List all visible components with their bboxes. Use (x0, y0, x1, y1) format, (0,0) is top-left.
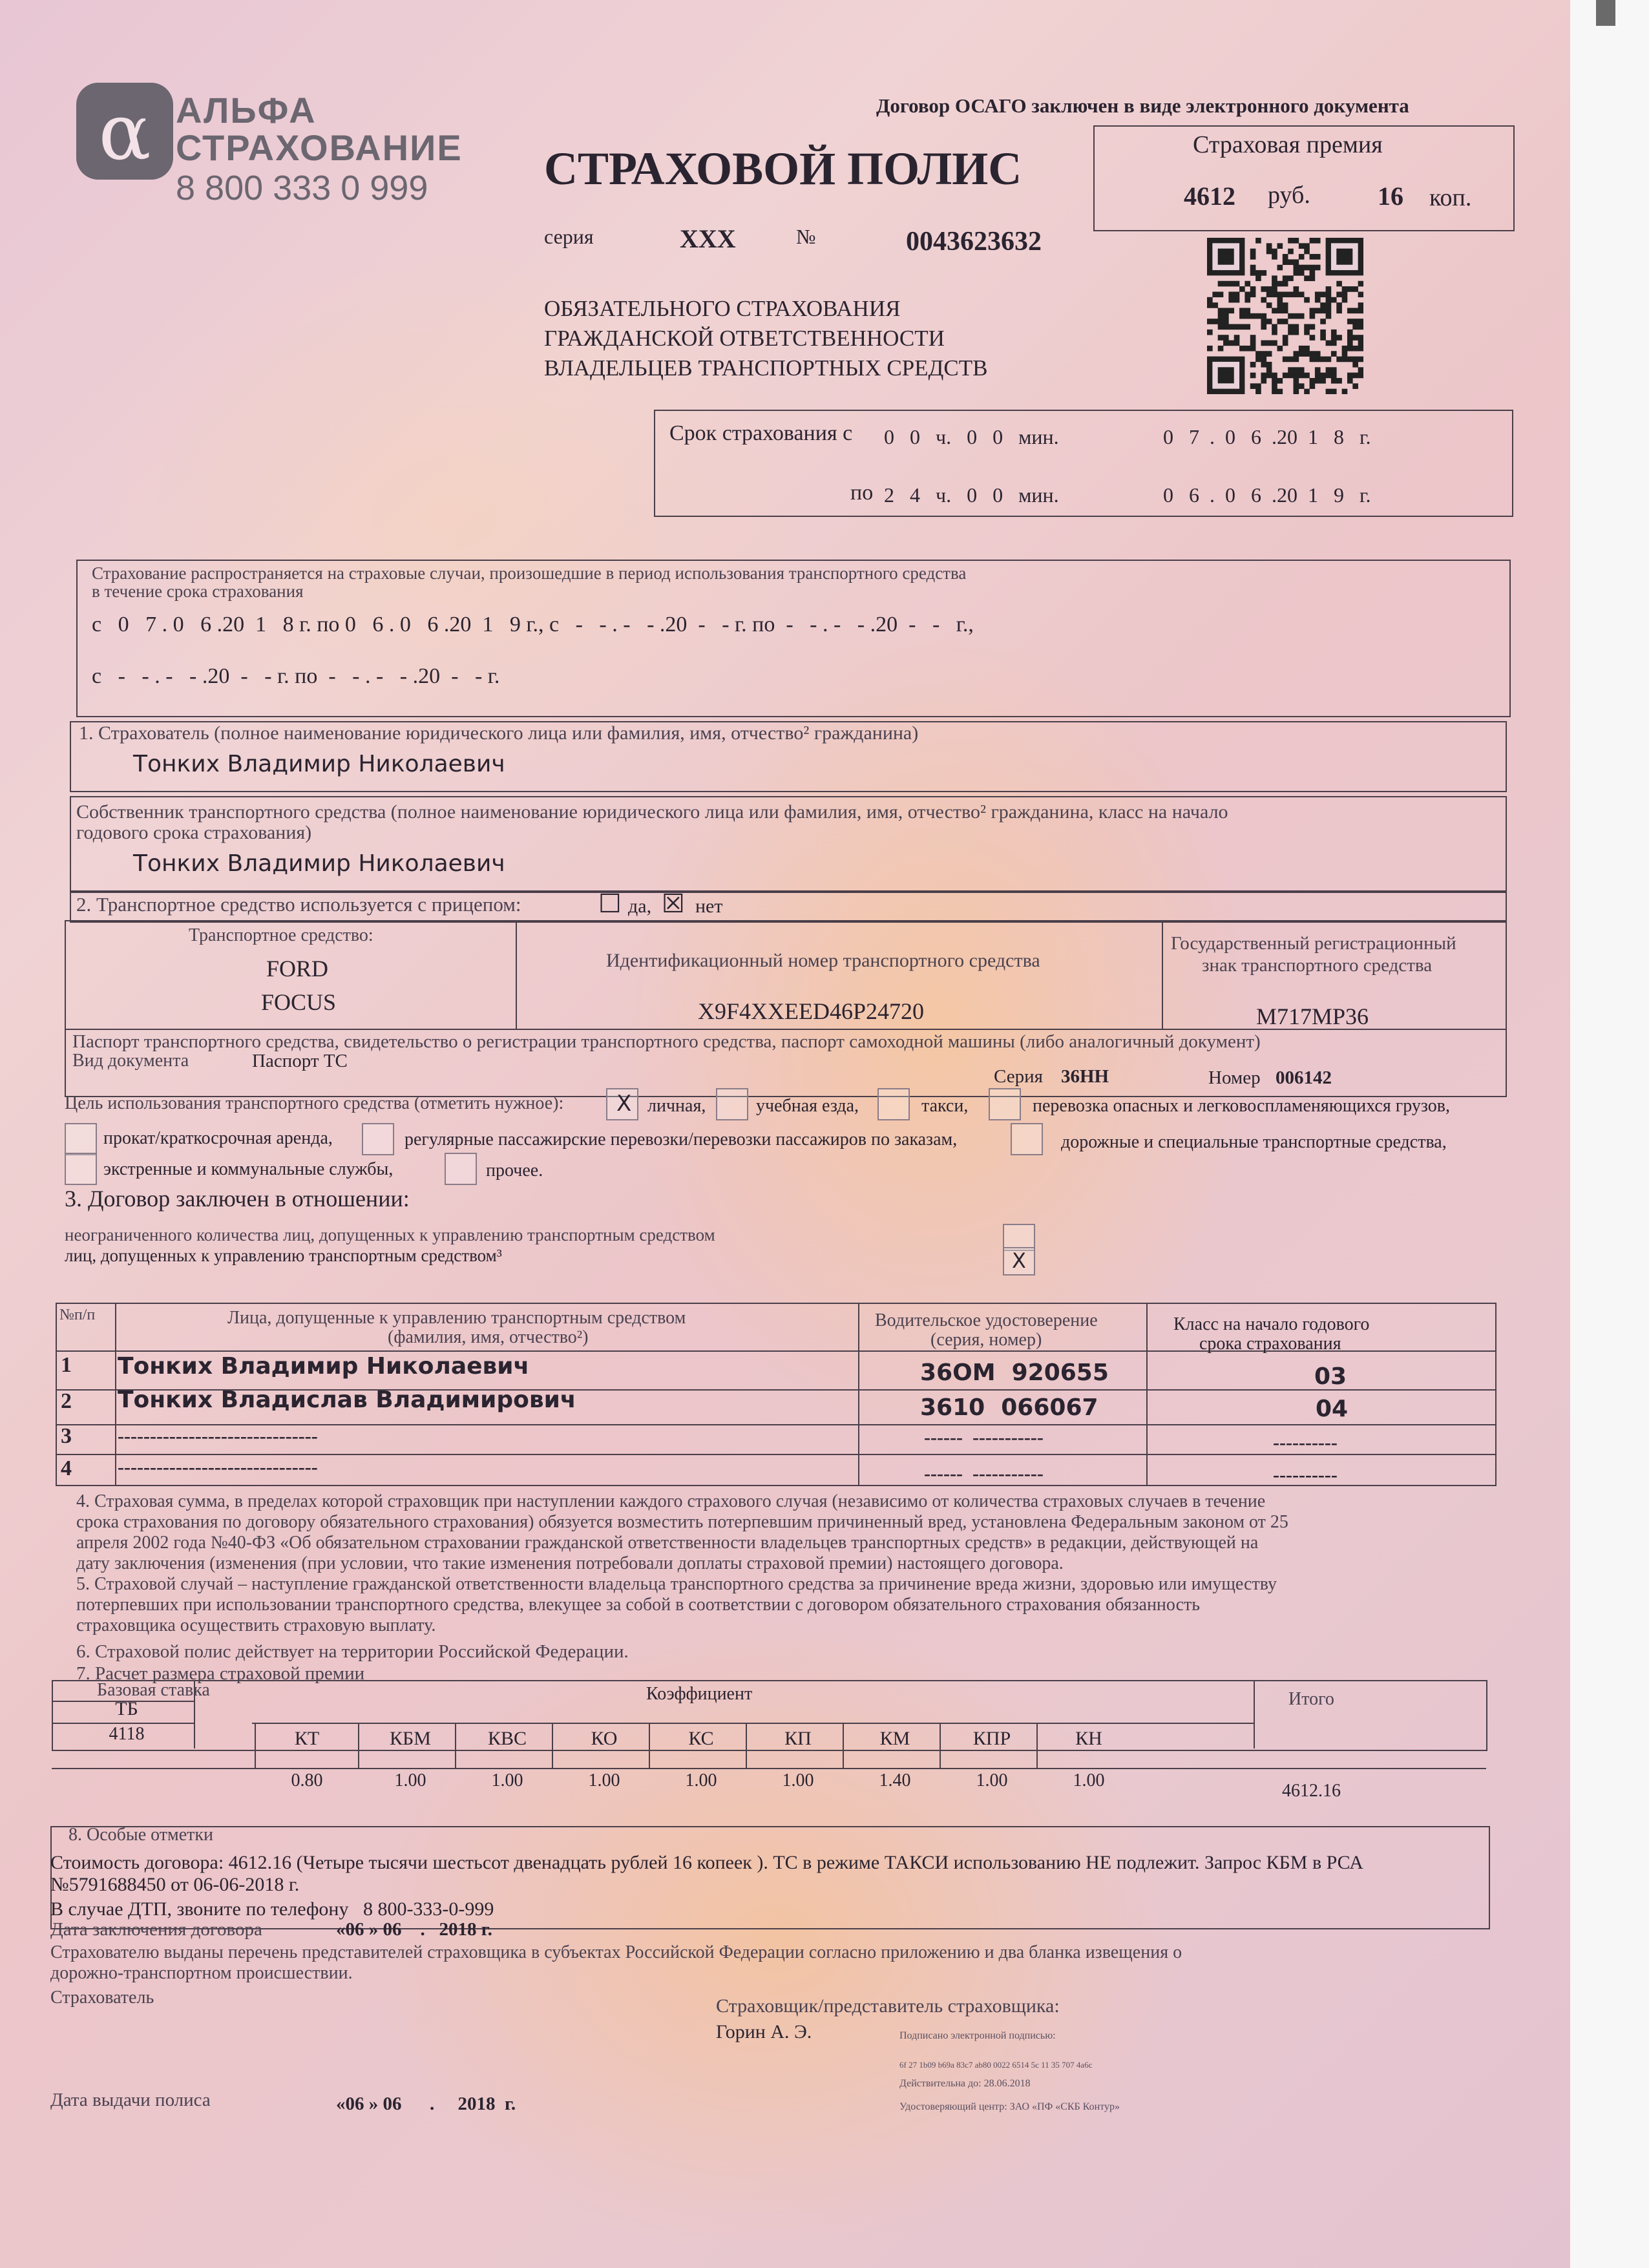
policyholder-label: Страхователь (50, 1988, 154, 2008)
policy-title: СТРАХОВОЙ ПОЛИС (544, 143, 1022, 194)
section3-title: 3. Договор заключен в отношении: (65, 1186, 410, 1212)
calc-header-1: КТ (294, 1728, 320, 1749)
purpose-taxi: такси, (921, 1096, 969, 1116)
vehicle-make: FORD (266, 956, 329, 982)
driver-2-license: 3610 066067 (920, 1394, 1098, 1421)
esig-line-4: Удостоверяющий центр: ЗАО «ПФ «СКБ Контур» (899, 2101, 1120, 2112)
driver-1-license: 36ОМ 920655 (920, 1360, 1109, 1386)
vehicle-label: Транспортное средство: (189, 925, 373, 945)
term-to-label: по (850, 481, 874, 505)
driver-3-license: ------ ----------- (924, 1427, 1044, 1448)
logo-phone: 8 800 333 0 999 (176, 169, 428, 207)
driver-4-license: ------ ----------- (924, 1463, 1044, 1484)
plate-label-2: знак транспортного средства (1202, 955, 1433, 976)
electronic-note: Договор ОСАГО заключен в виде электронного документа (876, 94, 1409, 117)
qr-code-icon (1207, 238, 1363, 394)
driver-2-class: 04 (1316, 1396, 1349, 1422)
driver-3-num: 3 (61, 1424, 72, 1448)
calc-header-3: КВС (487, 1728, 527, 1749)
calc-value-7: 1.40 (879, 1770, 911, 1790)
plate-label-1: Государственный регистрационный (1171, 933, 1456, 954)
company-logo (76, 83, 173, 180)
contract-date-label: Дата заключения договора (50, 1919, 262, 1940)
logo-line-2: СТРАХОВАНИЕ (176, 127, 463, 168)
calc-value-9: 1.00 (1073, 1770, 1105, 1790)
calc-value-1: 0.80 (291, 1770, 323, 1790)
period-line-1: с 0 7 . 0 6 .20 1 8 г. по 0 6 . 0 6 .20 1 9 г., с - - . - - .20 - - г. по - - . - - .20 - - г., (92, 613, 974, 636)
purpose-road: дорожные и специальные транспортные средства, (1061, 1132, 1447, 1152)
policy-number: 0043623632 (906, 227, 1042, 257)
scan-corner-mark (1596, 0, 1615, 26)
trailer-no-label: нет (695, 896, 723, 917)
premium-kopecks: 16 (1378, 182, 1403, 211)
calc-total-label: Итого (1288, 1689, 1334, 1709)
issue-date: «06 » 06 . 2018 г. (336, 2094, 516, 2114)
drivers-col-num: №п/п (59, 1307, 96, 1323)
calc-header-8: КПР (972, 1728, 1011, 1749)
driver-3-name: ------------------------------- (118, 1425, 318, 1447)
premium-rub-unit: руб. (1268, 182, 1310, 209)
subtitle-1: ОБЯЗАТЕЛЬНОГО СТРАХОВАНИЯ (544, 296, 901, 321)
clause-7: 7. Расчет размера страховой премии (76, 1663, 365, 1684)
plate-value: М717МР36 (1256, 1003, 1369, 1029)
purpose-regular-checkbox[interactable] (362, 1123, 394, 1155)
term-from-time: 0 0 ч. 0 0 мин. (884, 425, 1059, 448)
trailer-yes-label: да, (628, 896, 652, 917)
driver-2-num: 2 (61, 1389, 72, 1413)
driver-4-num: 4 (61, 1456, 72, 1480)
term-from-date: 0 7 . 0 6 .20 1 8 г. (1163, 425, 1371, 448)
owner-name: Тонких Владимир Николаевич (133, 850, 505, 877)
insurer-name: Тонких Владимир Николаевич (133, 751, 505, 777)
calc-base-label: Базовая ставка (97, 1680, 210, 1700)
scan-margin (1570, 0, 1649, 2268)
issue-date-label: Дата выдачи полиса (50, 2090, 211, 2110)
purpose-dangerous-checkbox[interactable] (989, 1088, 1021, 1120)
purpose-label: Цель использования транспортного средства (отметить нужное): (65, 1093, 564, 1113)
special-title: 8. Особые отметки (68, 1825, 213, 1845)
calc-header-5: КС (688, 1728, 714, 1749)
esig-line-1: Подписано электронной подписью: (899, 2030, 1056, 2041)
owner-label-1: Собственник транспортного средства (полное наименование юридического лица или фамилия, имя, отчество² гражданина, класс на начало (76, 801, 1228, 823)
period-note-2: в течение срока страхования (92, 582, 304, 601)
calc-value-0: 4118 (109, 1724, 145, 1744)
calc-header-6: КП (784, 1728, 812, 1749)
calc-value-2: 1.00 (394, 1770, 426, 1790)
purpose-rental-checkbox[interactable] (65, 1123, 97, 1155)
calc-header-4: КО (591, 1728, 618, 1749)
calc-value-5: 1.00 (685, 1770, 717, 1790)
purpose-personal: личная, (647, 1096, 706, 1116)
calc-value-8: 1.00 (976, 1770, 1008, 1790)
driver-4-name: ------------------------------- (118, 1456, 318, 1478)
drivers-col-name-2: (фамилия, имя, отчество²) (388, 1327, 589, 1347)
svg-text:α: α (98, 88, 151, 178)
alpha-logo-icon (76, 83, 173, 180)
purpose-emergency-checkbox[interactable] (65, 1153, 97, 1185)
calc-value-4: 1.00 (588, 1770, 620, 1790)
special-line-3: В случае ДТП, звоните по телефону 8 800-333-0-999 (50, 1898, 494, 1920)
special-line-1: Стоимость договора: 4612.16 (Четыре тысячи шестьсот двенадцать рублей 16 копеек ). ТС в режиме ТАКСИ использованию НЕ подлежит. Запрос КБМ в РСА (50, 1852, 1363, 1873)
esig-line-2: 6f 27 1b09 b69a 83c7 ab80 0022 6514 5c 11 35 707 4a6c (899, 2060, 1093, 2070)
period-note-1: Страхование распространяется на страховые случаи, произошедшие в период использования транспортного средства (92, 563, 967, 583)
section3-listed-mark: X (1012, 1248, 1026, 1273)
series-label: серия (544, 225, 594, 248)
clause-6: 6. Страховой полис действует на территории Российской Федерации. (76, 1641, 629, 1662)
calc-header-9: КН (1075, 1728, 1102, 1749)
premium-kop-unit: коп. (1429, 184, 1472, 211)
calc-value-6: 1.00 (782, 1770, 814, 1790)
purpose-emergency: экстренные и коммунальные службы, (103, 1159, 394, 1179)
driver-4-class: ---------- (1273, 1464, 1338, 1486)
logo-line-1: АЛЬФА (176, 90, 317, 131)
calc-header-2: КБМ (390, 1728, 431, 1749)
subtitle-3: ВЛАДЕЛЬЦЕВ ТРАНСПОРТНЫХ СРЕДСТВ (544, 355, 988, 381)
contract-date: «06 » 06 . 2018 г. (336, 1919, 492, 1940)
subtitle-2: ГРАЖДАНСКОЙ ОТВЕТСТВЕННОСТИ (544, 326, 945, 351)
vin-label: Идентификационный номер транспортного средства (606, 950, 1040, 971)
insurer-signature-name: Горин А. Э. (716, 2021, 812, 2042)
calc-header-0: ТБ (115, 1698, 138, 1719)
drivers-col-license-1: Водительское удостоверение (875, 1310, 1098, 1330)
issued-note-2: дорожно-транспортном происшествии. (50, 1963, 353, 1983)
driver-1-class: 03 (1314, 1363, 1347, 1390)
insurer-signature-label: Страховщик/представитель страховщика: (716, 1995, 1060, 2017)
special-line-2: №5791688450 от 06-06-2018 г. (50, 1874, 300, 1895)
drivers-col-class-2: срока страхования (1199, 1334, 1341, 1354)
clause-4-line-3: апреля 2002 года №40-ФЗ «Об обязательном страховании гражданской ответственности владельцев транспортных средств» в редакции, действующей на (76, 1533, 1259, 1553)
calc-coef-label: Коэффициент (646, 1684, 753, 1704)
owner-label-2: годового срока страхования) (76, 822, 312, 843)
clause-4-line-2: срока страхования по договору обязательного страхования) обязуется возместить потерпевшим причиненный вред, установлена Федеральным законом от 25 (76, 1512, 1288, 1532)
purpose-personal-mark: X (616, 1091, 632, 1117)
issued-note-1: Страхователю выданы перечень представителей страховщика в субъектах Российской Федерации согласно приложению и два бланка извещения о (50, 1942, 1182, 1962)
clause-5-line-3: страховщика осуществить страховую выплату. (76, 1615, 436, 1635)
purpose-training: учебная езда, (756, 1096, 859, 1116)
doc-label: Паспорт транспортного средства, свидетельство о регистрации транспортного средства, паспорт самоходной машины (либо аналогичный документ) (72, 1031, 1261, 1052)
calc-value-3: 1.00 (491, 1770, 523, 1790)
trailer-label: 2. Транспортное средство используется с прицепом: (76, 893, 521, 916)
drivers-col-license-2: (серия, номер) (930, 1330, 1042, 1350)
qr-code (1207, 238, 1363, 394)
purpose-regular: регулярные пассажирские перевозки/перевозки пассажиров по заказам, (404, 1129, 958, 1150)
trailer-yes-checkbox[interactable]: ☐ (598, 889, 622, 919)
driver-1-name: Тонких Владимир Николаевич (118, 1353, 530, 1380)
purpose-training-checkbox[interactable] (716, 1088, 748, 1120)
driver-2-name: Тонких Владислав Владимирович (118, 1387, 576, 1413)
trailer-no-checkbox[interactable]: ☒ (662, 889, 685, 919)
driver-1-num: 1 (61, 1353, 72, 1377)
vin-value: X9F4XXEED46P24720 (698, 998, 925, 1024)
series-value: ХХХ (680, 224, 736, 253)
purpose-dangerous: перевозка опасных и легковоспламеняющихся грузов, (1033, 1096, 1450, 1116)
doc-type-value: Паспорт ТС (252, 1051, 348, 1071)
clause-5-line-2: потерпевших при использовании транспортного средства, влекущее за собой в соответствии с договором обязательного страхования обязанность (76, 1595, 1201, 1615)
doc-type-label: Вид документа (72, 1051, 189, 1071)
calc-total-value: 4612.16 (1282, 1781, 1341, 1801)
section3-option-2: лиц, допущенных к управлению транспортным средством³ (65, 1246, 502, 1265)
insurer-label: 1. Страхователь (полное наименование юридического лица или фамилия, имя, отчество² гражданина) (79, 722, 919, 744)
doc-number-label: Номер (1208, 1067, 1261, 1088)
calc-header-7: КМ (879, 1728, 910, 1749)
esig-line-3: Действительна до: 28.06.2018 (899, 2078, 1031, 2089)
number-label: № (796, 225, 816, 248)
purpose-taxi-checkbox[interactable] (877, 1088, 910, 1120)
drivers-col-class-1: Класс на начало годового (1173, 1314, 1370, 1334)
clause-4-line-1: 4. Страховая сумма, в пределах которой страховщик при наступлении каждого страхового случая (независимо от количества страховых случаев в течение (76, 1491, 1266, 1511)
purpose-other: прочее. (486, 1160, 543, 1181)
premium-label: Страховая премия (1193, 131, 1383, 158)
purpose-other-checkbox[interactable] (445, 1153, 477, 1185)
doc-series-value: 36НН (1061, 1066, 1109, 1087)
drivers-col-name-1: Лица, допущенные к управлению транспортным средством (227, 1308, 686, 1328)
doc-number-value: 006142 (1276, 1067, 1332, 1088)
clause-5-line-1: 5. Страховой случай – наступление гражданской ответственности владельца транспортного средства за причинение вреда жизни, здоровью или имуществу (76, 1574, 1277, 1594)
doc-series-label: Серия (994, 1066, 1043, 1087)
clause-4-line-4: дату заключения (изменения (при условии, что такие изменения потребовали доплаты страховой премии) настоящего договора. (76, 1553, 1064, 1573)
purpose-road-checkbox[interactable] (1011, 1123, 1043, 1155)
purpose-rental: прокат/краткосрочная аренда, (103, 1128, 333, 1148)
driver-3-class: ---------- (1273, 1432, 1338, 1453)
term-to-time: 2 4 ч. 0 0 мин. (884, 483, 1059, 507)
section3-option-1: неограниченного количества лиц, допущенных к управлению транспортным средством (65, 1225, 715, 1244)
vehicle-model: FOCUS (261, 989, 337, 1015)
term-to-date: 0 6 . 0 6 .20 1 9 г. (1163, 483, 1371, 507)
period-line-2: с - - . - - .20 - - г. по - - . - - .20 - - г. (92, 664, 500, 688)
premium-rubles: 4612 (1184, 182, 1235, 211)
term-from-label: Срок страхования с (669, 421, 853, 445)
